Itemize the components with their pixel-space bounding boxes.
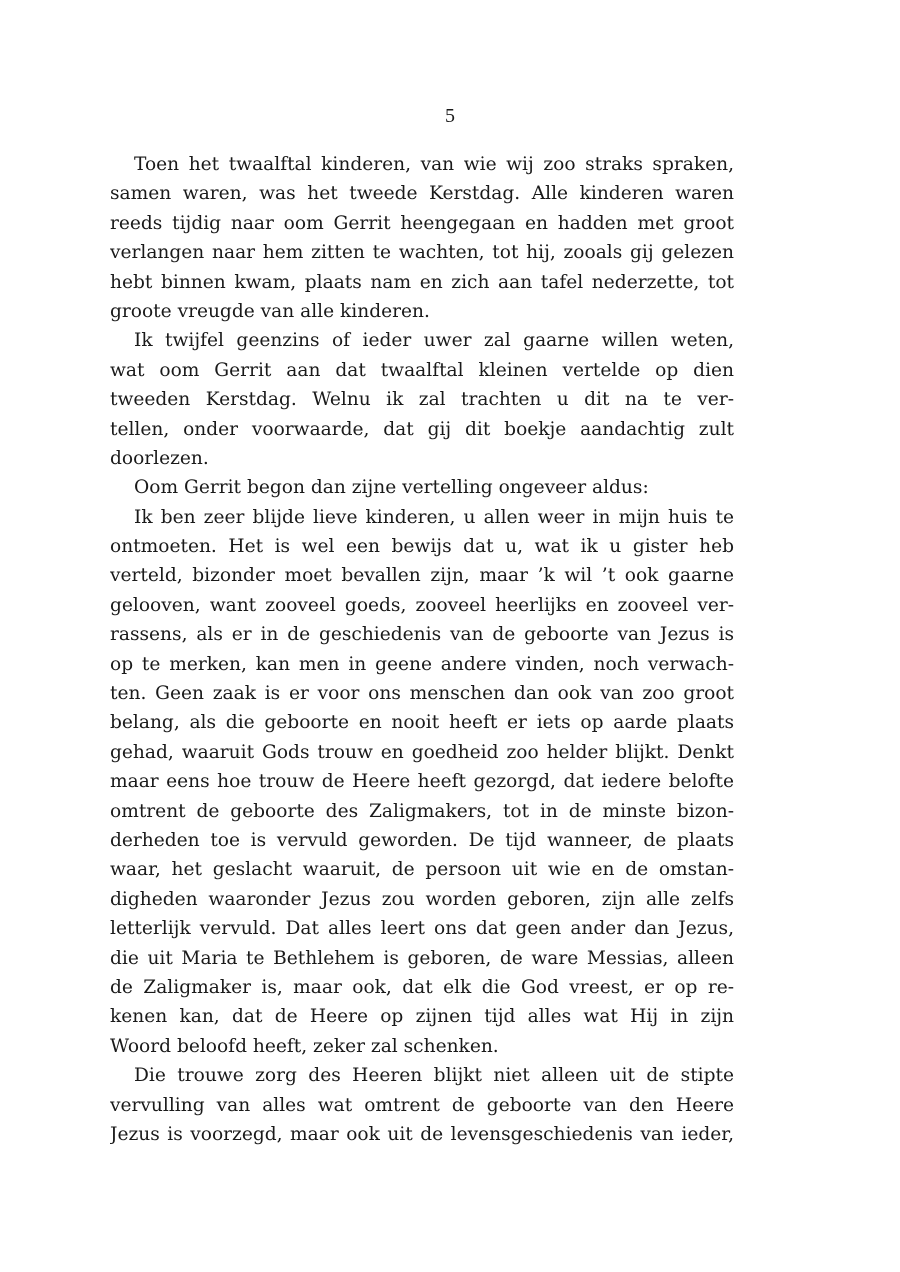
text-line: Oom Gerrit begon dan zijne vertelling ongeveer aldus: [134,477,649,499]
text-line: ontmoeten. Het is wel een bewijs dat u, wat ik u gister heb [110,536,734,558]
text-line: rassens, als er in de geschiedenis van de geboorte van Jezus is [110,624,734,646]
text-line: digheden waaronder Jezus zou worden geboren, zijn alle zelfs [110,888,734,910]
text-line: vervulling van alles wat omtrent de geboorte van den Heere [110,1094,734,1116]
body-text [110,150,734,1149]
text-line: tellen, onder voorwaarde, dat gij dit boekje aandachtig zult [110,418,734,440]
text-line: reeds tijdig naar oom Gerrit heengegaan en hadden met groot [110,212,734,234]
text-line: letterlijk vervuld. Dat alles leert ons dat geen ander dan Jezus, [110,918,734,940]
text-line: die uit Maria te Bethlehem is geboren, de ware Messias, alleen [110,947,734,969]
text-line: ten. Geen zaak is er voor ons menschen dan ook van zoo groot [110,683,734,705]
page-number: 5 [445,105,455,127]
text-line: hebt binnen kwam, plaats nam en zich aan tafel nederzette, tot [110,271,734,293]
text-line: groote vreugde van alle kinderen. [110,300,430,322]
text-line: derheden toe is vervuld geworden. De tijd wanneer, de plaats [110,829,734,851]
text-line: omtrent de geboorte des Zaligmakers, tot in de minste bizon- [110,800,734,822]
text-line: Woord beloofd heeft, zeker zal schenken. [110,1035,499,1057]
text-line: wat oom Gerrit aan dat twaalftal kleinen vertelde op dien [110,359,734,381]
text-line: Jezus is voorzegd, maar ook uit de levensgeschiedenis van ieder, [110,1123,734,1145]
paragraph [110,150,734,326]
paragraph [110,326,734,473]
paragraph [110,473,734,502]
text-line: Ik twijfel geenzins of ieder uwer zal gaarne willen weten, [134,330,734,352]
text-line: de Zaligmaker is, maar ook, dat elk die God vreest, er op re- [110,976,734,998]
text-line: waar, het geslacht waaruit, de persoon uit wie en de omstan- [110,859,734,881]
text-line: Die trouwe zorg des Heeren blijkt niet alleen uit de stipte [134,1065,734,1087]
text-line: gehad, waaruit Gods trouw en goedheid zoo helder blijkt. Denkt [110,741,734,763]
text-line: belang, als die geboorte en nooit heeft er iets op aarde plaats [110,712,734,734]
paragraph [110,1061,734,1149]
text-line: Toen het twaalftal kinderen, van wie wij zoo straks spraken, [134,154,734,175]
text-line: doorlezen. [110,447,209,469]
text-line: gelooven, want zooveel goeds, zooveel heerlijks en zooveel ver- [110,594,734,616]
text-line: verteld, bizonder moet bevallen zijn, maar ’k wil ’t ook gaarne [110,565,734,587]
text-line: Ik ben zeer blijde lieve kinderen, u allen weer in mijn huis te [134,506,734,528]
text-line: tweeden Kerstdag. Welnu ik zal trachten u dit na te ver- [110,389,734,411]
paragraph [110,503,734,1061]
text-line: samen waren, was het tweede Kerstdag. Alle kinderen waren [110,183,734,205]
text-line: maar eens hoe trouw de Heere heeft gezorgd, dat iedere belofte [110,771,734,793]
text-line: verlangen naar hem zitten te wachten, tot hij, zooals gij gelezen [110,242,734,264]
text-line: kenen kan, dat de Heere op zijnen tijd alles wat Hij in zijn [110,1006,734,1028]
text-line: op te merken, kan men in geene andere vinden, noch verwach- [110,653,734,675]
